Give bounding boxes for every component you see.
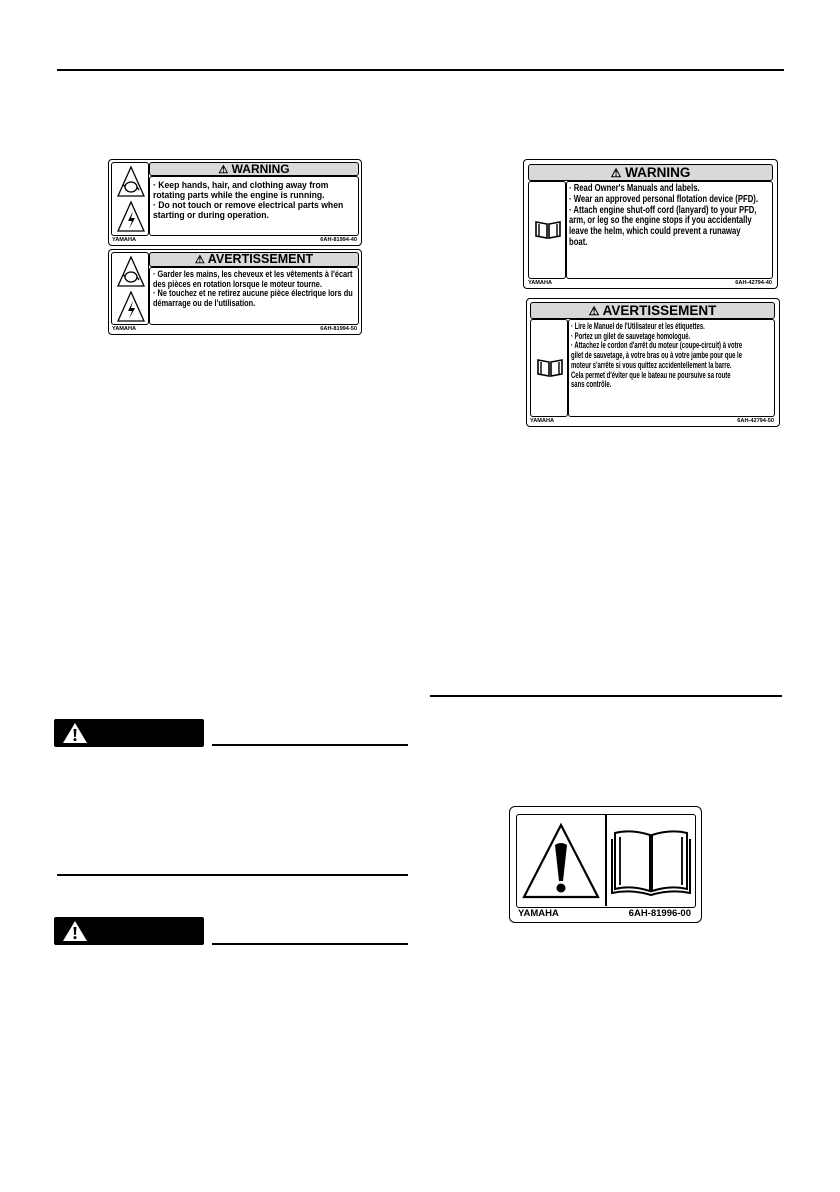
- warning-triangle-icon: ⚠: [610, 166, 622, 180]
- icon-column: [111, 162, 149, 236]
- label-line: · Read Owner's Manuals and labels.: [569, 183, 700, 194]
- open-book-icon: [537, 358, 563, 378]
- brand-name: YAMAHA: [518, 908, 559, 919]
- label-line: boat.: [569, 236, 588, 248]
- header-text: AVERTISSEMENT: [207, 252, 314, 266]
- label-line: · Keep hands, hair, and clothing away from: [153, 179, 329, 190]
- label-line: · Wear an approved personal flotation device (PFD).: [569, 193, 758, 205]
- label-line: · Do not touch or remove electrical parts when: [153, 199, 344, 211]
- panel-divider: [605, 815, 607, 906]
- warning-triangle-icon: [62, 722, 88, 744]
- icon-column: [528, 181, 566, 279]
- header-text: WARNING: [625, 165, 691, 180]
- warning-bar: [54, 917, 204, 945]
- warning-underline: [212, 744, 408, 746]
- section-rule: [430, 695, 782, 697]
- label-line: des pièces en rotation lorsque le moteur tourne.: [153, 278, 322, 289]
- label-line: rotating parts while the engine is running.: [153, 189, 325, 201]
- label-line: · Garder les mains, les cheveux et les vêtements à l'écart: [153, 269, 353, 279]
- label-line: Cela permet d'éviter que le bateau ne poursuive sa route: [571, 369, 731, 380]
- warning-triangle-icon: ⚠: [194, 254, 205, 266]
- warning-bar: [54, 719, 204, 747]
- label-line: gilet de sauvetage, à votre bras ou à votre jambe pour que le: [571, 350, 743, 361]
- label-line: leave the helm, which could prevent a runaway: [569, 226, 741, 238]
- label-line: starting or during operation.: [153, 209, 269, 221]
- section-rule: [57, 874, 408, 876]
- label-line: démarrage ou de l'utilisation.: [153, 298, 256, 309]
- label-line: · Lire le Manuel de l'Utilisateur et les étiquettes.: [571, 321, 705, 331]
- part-number: 6AH-81996-00: [628, 908, 691, 919]
- brand-name: YAMAHA: [528, 280, 553, 286]
- part-number: 6AH-81994-50: [320, 326, 357, 332]
- label-header: [149, 162, 359, 176]
- warning-triangle-icon: ⚠: [588, 304, 600, 318]
- label-line: · Ne touchez et ne retirez aucune pièce électrique lors du: [153, 288, 353, 299]
- electrical-hazard-icon: [116, 290, 146, 324]
- warning-underline: [212, 943, 408, 945]
- label-line: · Attach engine shut-off cord (lanyard) to your PFD,: [569, 204, 757, 216]
- brand-name: YAMAHA: [530, 418, 555, 424]
- open-book-icon: [611, 827, 691, 897]
- symbol-warning-label: [509, 806, 702, 923]
- label-text-box: [568, 319, 775, 417]
- rotating-parts-warning-label-en: [108, 159, 362, 246]
- label-header: [530, 302, 775, 319]
- label-line: · Attachez le cordon d'arrêt du moteur (coupe-circuit) à votre: [571, 340, 743, 351]
- manual-warning-label-fr: [526, 298, 780, 427]
- header-text: AVERTISSEMENT: [602, 303, 717, 318]
- label-text-box: [566, 181, 773, 279]
- brand-name: YAMAHA: [112, 326, 137, 332]
- label-text-box: [149, 267, 359, 325]
- exclamation-triangle-icon: [521, 821, 601, 901]
- top-rule: [57, 69, 784, 71]
- icon-column: [111, 252, 149, 325]
- header-text: WARNING: [231, 162, 290, 176]
- open-book-icon: [535, 220, 561, 240]
- warning-triangle-icon: ⚠: [218, 164, 229, 176]
- label-header: [149, 252, 359, 267]
- label-line: arm, or leg so the engine stops if you accidentally: [569, 215, 752, 227]
- label-header: [528, 164, 773, 181]
- label-line: moteur s'arrête si vous quittez accidentellement la barre.: [571, 359, 732, 370]
- label-text-box: [149, 176, 359, 236]
- label-line: sans contrôle.: [571, 379, 612, 390]
- warning-triangle-icon: [62, 920, 88, 942]
- icon-column: [530, 319, 568, 417]
- part-number: 6AH-42794-40: [735, 280, 772, 286]
- brand-name: YAMAHA: [112, 237, 137, 243]
- part-number: 6AH-42794-50: [737, 418, 774, 424]
- label-line: · Portez un gilet de sauvetage homologué.: [571, 330, 691, 341]
- electrical-hazard-icon: [116, 200, 146, 234]
- rotating-parts-warning-label-fr: [108, 249, 362, 335]
- part-number: 6AH-81994-40: [320, 237, 357, 243]
- manual-warning-label-en: [523, 159, 778, 289]
- rotating-parts-icon: [116, 165, 146, 199]
- symbol-panel: [516, 814, 696, 908]
- rotating-parts-icon: [116, 255, 146, 289]
